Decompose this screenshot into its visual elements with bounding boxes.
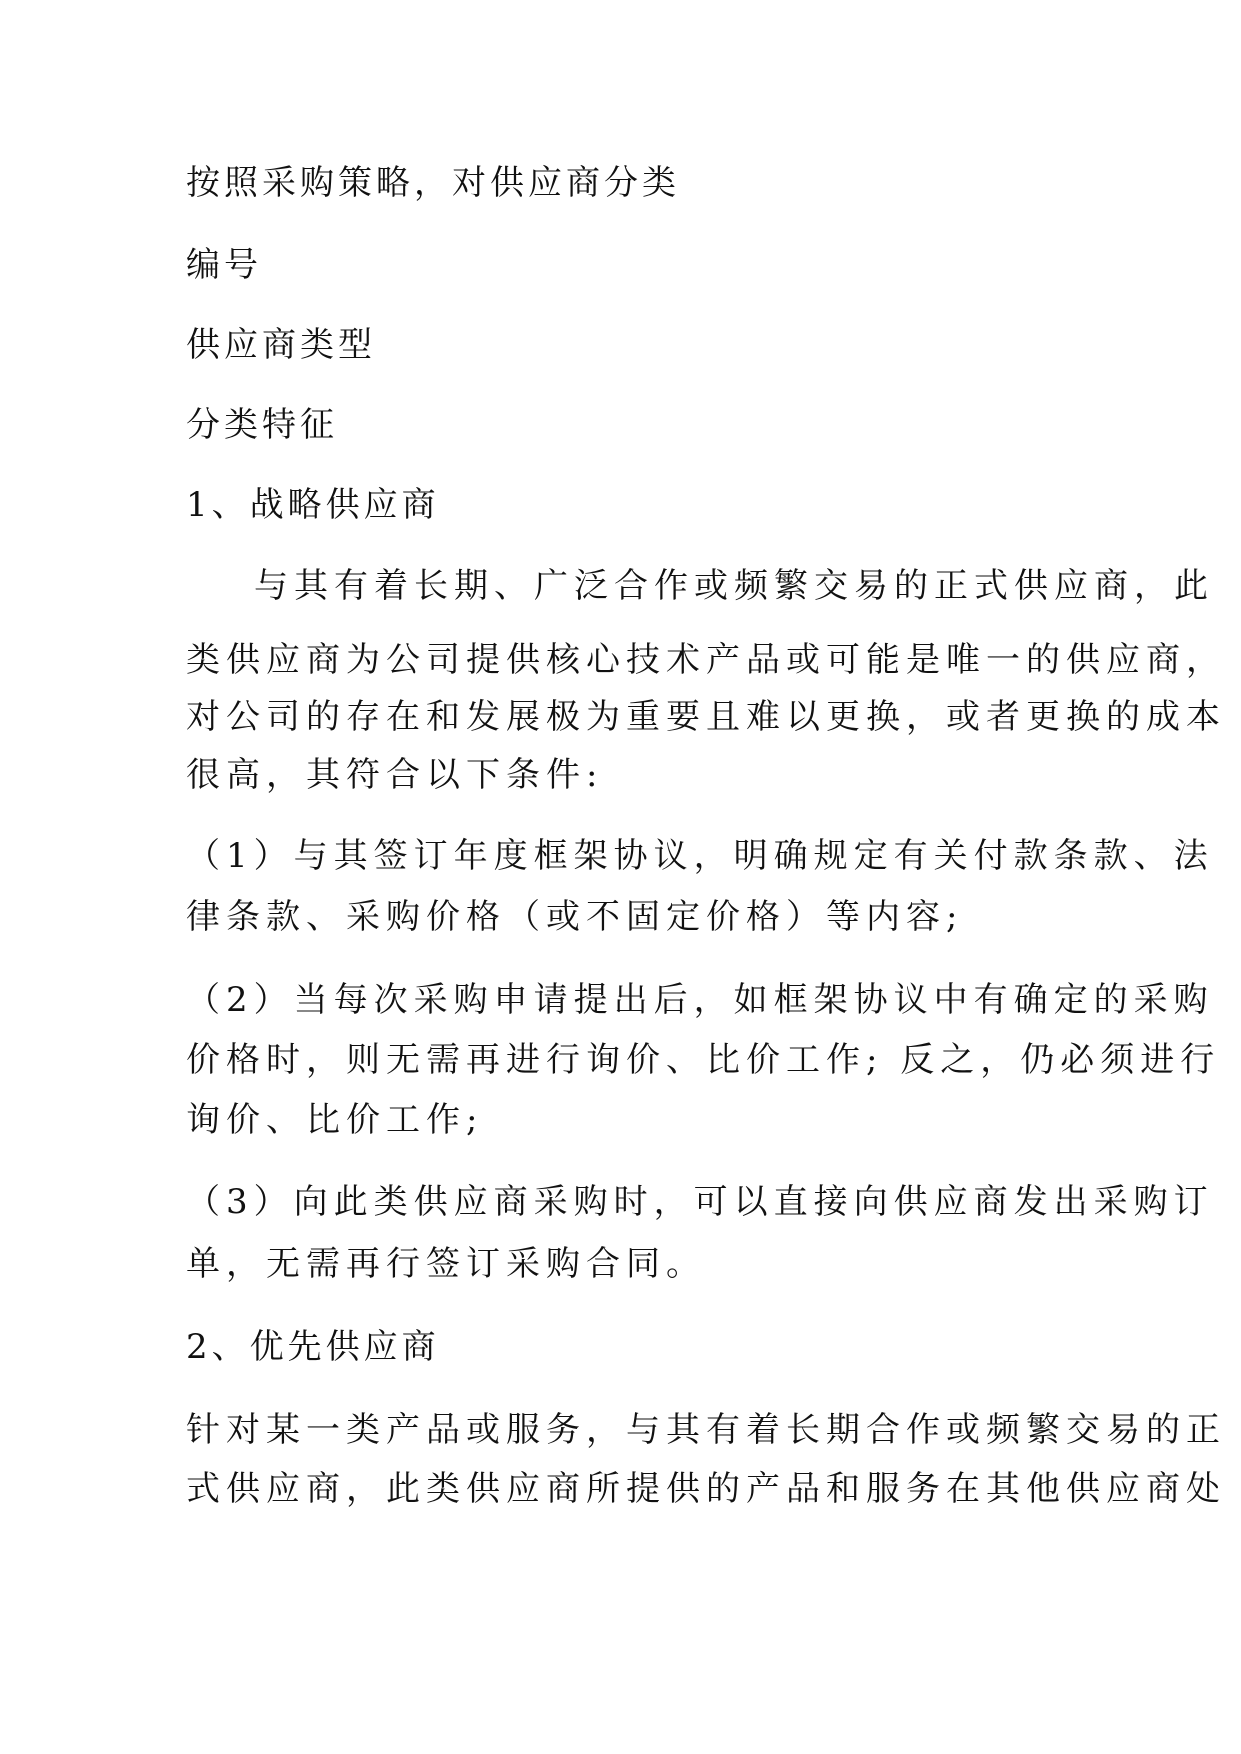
condition-line: 询价、比价工作;	[186, 1100, 484, 1140]
condition-line: （2）当每次采购申请提出后，如框架协议中有确定的采购	[186, 980, 1214, 1020]
column-label-supplier-type: 供应商类型	[186, 325, 376, 365]
paragraph-line: 很高，其符合以下条件:	[186, 755, 604, 795]
condition-line: （1）与其签订年度框架协议，明确规定有关付款条款、法	[186, 836, 1214, 876]
paragraph-line: 对公司的存在和发展极为重要且难以更换，或者更换的成本	[186, 697, 1226, 737]
paragraph-line: 与其有着长期、广泛合作或频繁交易的正式供应商，此	[254, 566, 1214, 606]
column-label-classification-features: 分类特征	[186, 405, 338, 445]
column-label-number: 编号	[186, 245, 262, 285]
paragraph-line: 针对某一类产品或服务，与其有着长期合作或频繁交易的正	[186, 1410, 1226, 1450]
condition-line: （3）向此类供应商采购时，可以直接向供应商发出采购订	[186, 1182, 1214, 1222]
section-title: 按照采购策略，对供应商分类	[186, 163, 680, 203]
item-heading-strategic-supplier: 1、战略供应商	[186, 485, 440, 525]
item-heading-preferred-supplier: 2、优先供应商	[186, 1327, 440, 1367]
condition-line: 价格时，则无需再进行询价、比价工作; 反之，仍必须进行	[186, 1040, 1221, 1080]
paragraph-line: 类供应商为公司提供核心技术产品或可能是唯一的供应商，	[186, 640, 1226, 680]
condition-line: 律条款、采购价格（或不固定价格）等内容;	[186, 897, 964, 937]
paragraph-line: 式供应商，此类供应商所提供的产品和服务在其他供应商处	[186, 1469, 1226, 1509]
condition-line: 单，无需再行签订采购合同。	[186, 1244, 706, 1284]
